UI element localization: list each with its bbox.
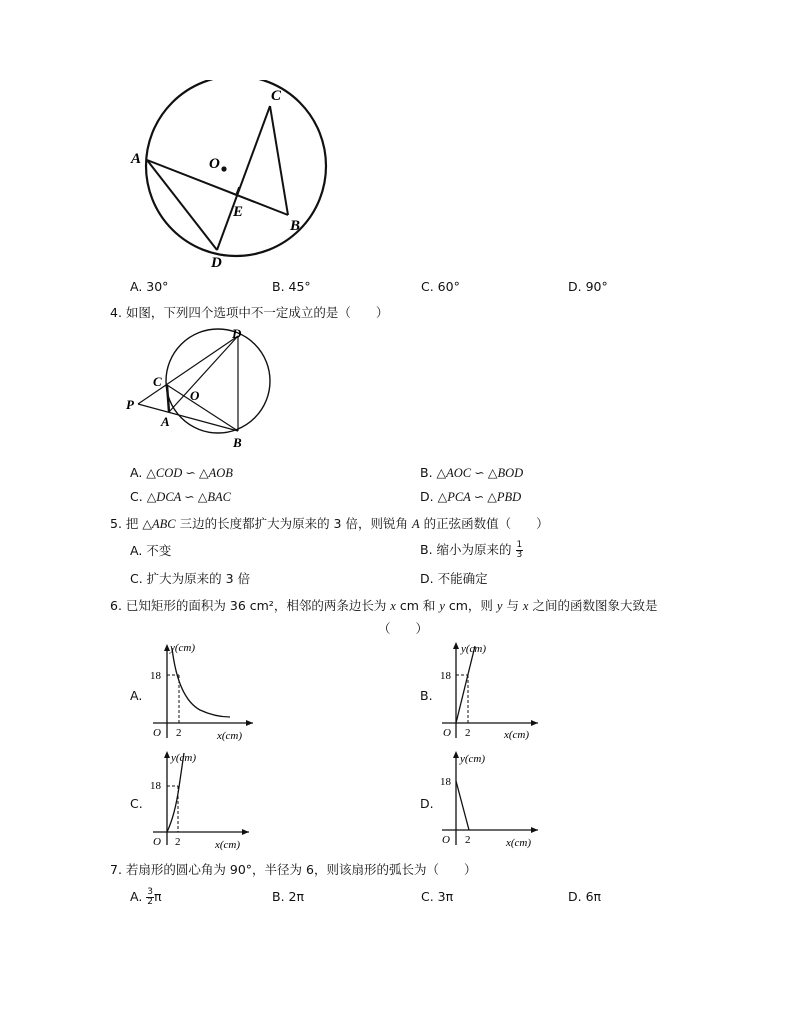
label-B: B [290,218,301,234]
chord-CB [270,106,288,215]
q6-stem-part3: cm，则 [444,598,497,613]
q6d-line [456,781,469,830]
center-dot [221,166,226,171]
q6c-curve [167,753,184,832]
q5-option-d: D. 不能确定 [420,571,488,586]
q6a-y-label: y(cm) [170,642,196,654]
q6a-x-label: x(cm) [217,730,243,742]
q4-line-CA [167,385,169,412]
q6a-x-arrow [246,720,253,726]
q6-option-a-letter: A. [130,688,143,703]
q7-option-a [130,888,162,907]
q6b-tick-18: 18 [440,670,451,682]
q5-stem-part2: 三边的长度都扩大为原来的 3 倍，则锐角 [175,516,412,531]
q7-option-a-fraction [146,888,154,907]
q3-option-a: A. 30° [130,279,169,294]
q6b-x-arrow [531,720,538,726]
q7-frac-den: 2 [147,897,154,907]
figure-q4-circle [122,326,282,452]
q3-option-d: D. 90° [568,279,608,294]
label-D: D [211,255,222,271]
q6c-tick-2: 2 [175,836,181,848]
q7-option-a-prefix: A. [130,889,147,904]
q4-label-C: C [153,374,162,389]
q3-option-c: C. 60° [421,279,460,294]
figure-circle-chords [125,80,345,275]
q6-stem-y1: y [439,599,445,613]
q6-answer-paren: （ ） [378,621,429,636]
q6c-origin: O [153,836,161,848]
q4-option-b-expr: △AOC ∽ △BOD [436,466,524,480]
q6c-y-arrow [164,751,170,758]
q6-stem [110,598,657,614]
q6b-origin: O [443,727,451,739]
q6-stem-part5: 之间的函数图象大致是 [528,598,658,613]
q6-stem-y2: y [496,599,503,613]
q4-label-O: O [190,388,200,403]
q4-option-c-prefix: C. [130,489,147,504]
q5-stem-part1: 5. 把 △ [110,516,152,531]
q4-option-a-expr: △COD ∽ △AOB [146,466,233,480]
q5-option-a: A. 不变 [130,543,172,558]
q6c-tick-18: 18 [150,780,161,792]
q6b-y-label: y(cm) [461,643,487,655]
q7-option-c: C. 3π [421,889,454,904]
q5-stem [110,516,549,532]
q6-stem-part1: 6. 已知矩形的面积为 36 cm²，相邻的两条边长为 [110,598,391,613]
label-C: C [271,88,282,104]
q4-option-c [130,489,231,505]
q6b-tick-2: 2 [465,727,471,739]
q6a-curve [172,648,230,717]
q6-option-c-letter: C. [130,796,143,811]
q4-option-a-prefix: A. [130,465,147,480]
q5-option-b-text: B. 缩小为原来的 [420,542,512,557]
q6b-line [456,646,475,723]
q5-frac-num: 1 [516,540,523,550]
q6b-y-arrow [453,642,459,649]
q6d-x-label: x(cm) [506,837,532,849]
q4-option-d [420,489,521,505]
q6d-origin: O [442,834,450,846]
q5-stem-abc: ABC [152,517,176,531]
q6d-x-arrow [531,827,538,833]
q4-label-P: P [126,397,134,412]
q6d-tick-2: 2 [465,834,471,846]
q6a-tick-2: 2 [176,727,182,739]
label-E: E [233,204,244,220]
q6-stem-part2: cm 和 [395,598,440,613]
q4-label-A: A [161,414,170,429]
q7-option-a-pi: π [154,889,162,904]
q5-option-b-fraction [516,541,524,560]
q6c-x-label: x(cm) [215,839,241,851]
chord-CD [217,106,270,250]
label-O: O [209,156,220,172]
q4-line-PD [138,336,238,404]
q6-graph-b [434,638,544,743]
q6d-y-label: y(cm) [460,753,486,765]
q6c-y-label: y(cm) [171,752,197,764]
q7-frac-num: 3 [147,887,154,897]
q6-graph-c [145,745,255,851]
q4-option-d-expr: △PCA ∽ △PBD [437,490,522,504]
q6-graph-d [434,745,544,851]
q4-line-PB [138,404,238,431]
q6b-x-label: x(cm) [504,729,530,741]
q6a-tick-18: 18 [150,670,161,682]
q4-label-B: B [233,435,242,450]
q5-option-c: C. 扩大为原来的 3 倍 [130,571,251,586]
label-A: A [131,151,142,167]
q6-option-b-letter: B. [420,688,433,703]
q5-frac-den: 3 [516,550,523,560]
q4-option-a [130,465,233,481]
q6d-y-arrow [453,751,459,758]
q6d-tick-18: 18 [440,776,451,788]
q7-option-d: D. 6π [568,889,602,904]
q7-stem: 7. 若扇形的圆心角为 90°，半径为 6，则该扇形的弧长为（ ） [110,862,477,877]
q6-stem-x1: x [390,599,396,613]
q6-graph-a [145,638,255,743]
q6c-x-arrow [242,829,249,835]
q4-option-d-prefix: D. [420,489,438,504]
q5-stem-angle-a: A [411,517,420,531]
q4-option-b [420,465,523,481]
q4-line-CB [167,385,238,431]
q6-option-d-letter: D. [420,796,434,811]
q4-option-b-prefix: B. [420,465,437,480]
q6-stem-x2: x [522,599,529,613]
q6-stem-part4: 与 [502,598,523,613]
q7-option-b: B. 2π [272,889,305,904]
q5-option-b [420,541,523,560]
q5-stem-part3: 的正弦函数值（ ） [419,516,549,531]
q6a-origin: O [153,727,161,739]
q4-option-c-expr: △DCA ∽ △BAC [146,490,232,504]
q4-line-DA [169,336,238,412]
q3-option-b: B. 45° [272,279,311,294]
q4-stem: 4. 如图，下列四个选项中不一定成立的是（ ） [110,305,389,320]
q4-label-D: D [232,326,242,341]
